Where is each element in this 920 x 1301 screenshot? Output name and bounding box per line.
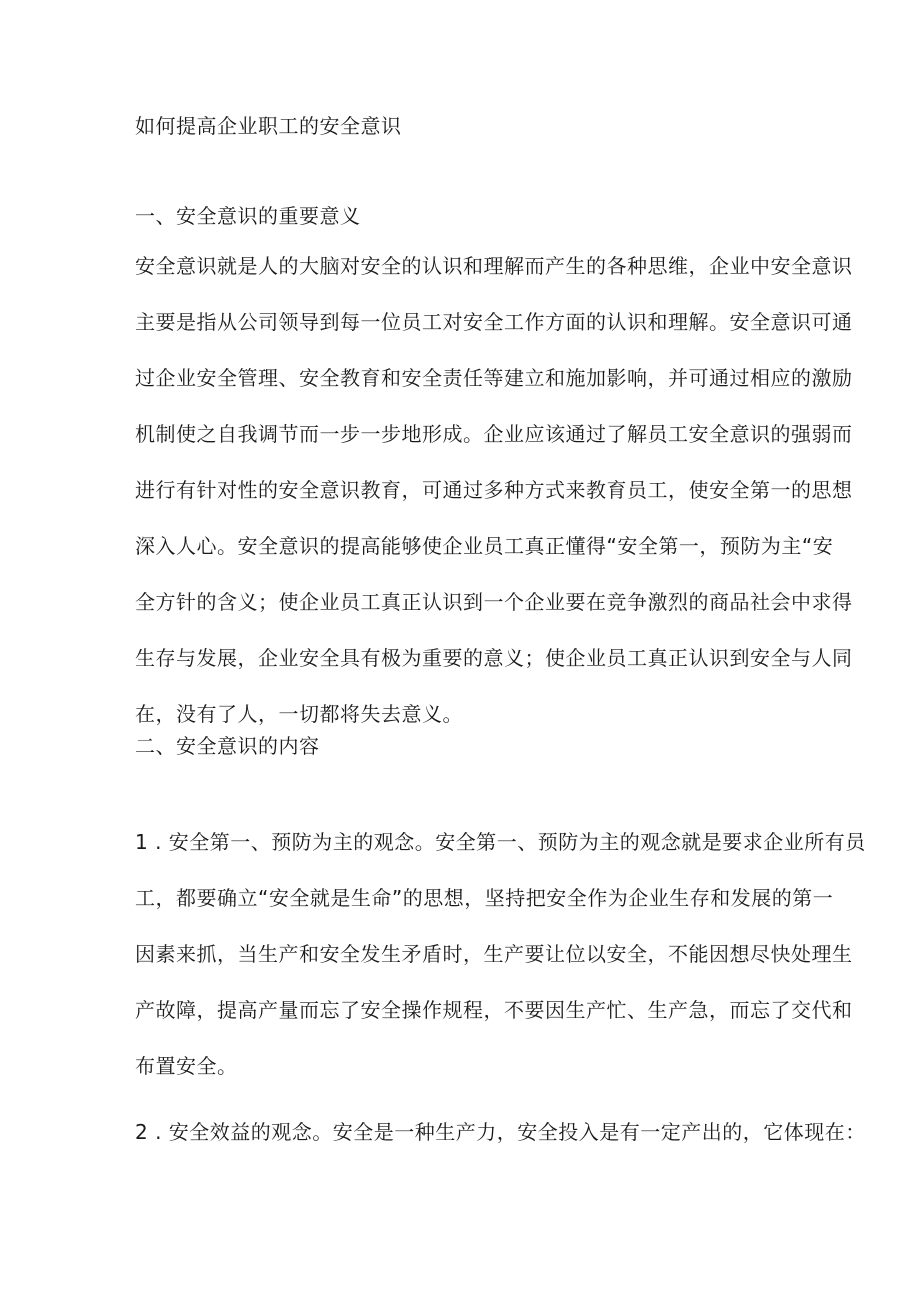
- section-heading-content: 二、安全意识的内容: [135, 734, 320, 758]
- document-title: 如何提高企业职工的安全意识: [135, 114, 402, 138]
- paragraph-line: 工，都要确立“安全就是生命”的思想，坚持把安全作为企业生存和发展的第一: [135, 886, 834, 910]
- paragraph-line: 因素来抓，当生产和安全发生矛盾时，生产要让位以安全，不能因想尽快处理生: [135, 942, 853, 966]
- paragraph-line: 机制使之自我调节而一步一步地形成。企业应该通过了解员工安全意识的强弱而: [135, 422, 853, 446]
- section1-paragraph: [135, 254, 853, 758]
- paragraph-line: 在，没有了人，一切都将失去意义。: [135, 702, 463, 726]
- item2-paragraph: [135, 1120, 866, 1176]
- paragraph-line: 生存与发展，企业安全具有极为重要的意义；使企业员工真正认识到安全与人同: [135, 646, 853, 670]
- paragraph-line: 2 . 安全效益的观念。安全是一种生产力，安全投入是有一定产出的，它体现在：: [135, 1120, 866, 1144]
- section-heading-importance: 一、安全意识的重要意义: [135, 204, 361, 228]
- paragraph-line: 安全意识就是人的大脑对安全的认识和理解而产生的各种思维，企业中安全意识: [135, 254, 853, 278]
- paragraph-line: 布置安全。: [135, 1054, 238, 1078]
- paragraph-line: 进行有针对性的安全意识教育，可通过多种方式来教育员工，使安全第一的思想: [135, 478, 853, 502]
- paragraph-line: 全方针的含义；使企业员工真正认识到一个企业要在竞争激烈的商品社会中求得: [135, 590, 853, 614]
- item1-paragraph: [135, 830, 866, 1110]
- paragraph-line: 产故障，提高产量而忘了安全操作规程，不要因生产忙、生产急，而忘了交代和: [135, 998, 853, 1022]
- paragraph-line: 1 . 安全第一、预防为主的观念。安全第一、预防为主的观念就是要求企业所有员: [135, 830, 866, 854]
- paragraph-line: 主要是指从公司领导到每一位员工对安全工作方面的认识和理解。安全意识可通: [135, 310, 853, 334]
- paragraph-line: 深入人心。安全意识的提高能够使企业员工真正懂得“安全第一，预防为主“安: [135, 534, 834, 558]
- paragraph-line: 过企业安全管理、安全教育和安全责任等建立和施加影响，并可通过相应的激励: [135, 366, 853, 390]
